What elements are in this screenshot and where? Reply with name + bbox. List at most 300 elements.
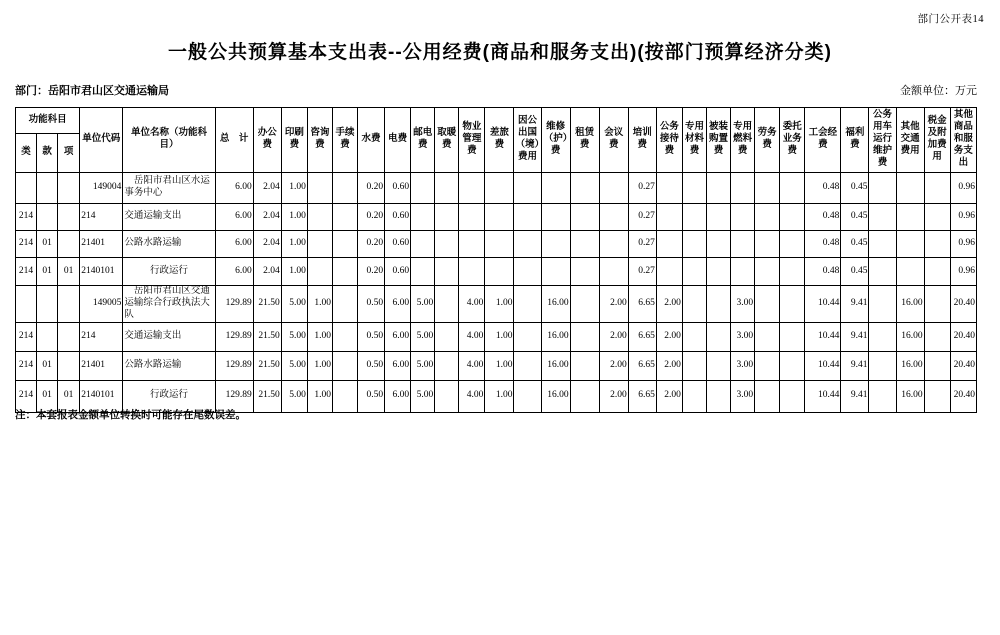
table-row-1 <box>16 204 977 231</box>
cell-value-24 <box>869 322 896 351</box>
cell-value-20 <box>755 173 780 204</box>
cell-value-22: 0.48 <box>805 204 841 231</box>
cell-value-19 <box>731 258 755 286</box>
cell-lei: 214 <box>16 380 37 412</box>
cell-value-16: 2.00 <box>656 286 682 323</box>
cell-lei: 214 <box>16 322 37 351</box>
cell-value-1: 21.50 <box>253 286 281 323</box>
cell-value-1: 21.50 <box>253 322 281 351</box>
cell-value-9: 4.00 <box>459 380 485 412</box>
cell-value-5: 0.50 <box>358 322 385 351</box>
cell-value-12 <box>541 258 570 286</box>
cell-value-4 <box>332 258 357 286</box>
cell-value-5: 0.50 <box>358 286 385 323</box>
cell-value-12: 16.00 <box>541 351 570 380</box>
column-header-19: 专用材料费 <box>682 108 706 173</box>
cell-value-16: 2.00 <box>656 351 682 380</box>
cell-value-17 <box>682 286 706 323</box>
column-header-25: 福利费 <box>841 108 869 173</box>
cell-value-22: 0.48 <box>805 258 841 286</box>
cell-value-14: 2.00 <box>599 322 628 351</box>
cell-xiang <box>58 204 80 231</box>
cell-value-23: 9.41 <box>841 380 869 412</box>
cell-value-13 <box>570 286 599 323</box>
cell-value-14 <box>599 173 628 204</box>
cell-value-1: 2.04 <box>253 258 281 286</box>
cell-value-19: 3.00 <box>731 286 755 323</box>
cell-value-7: 5.00 <box>411 322 435 351</box>
cell-kuan: 01 <box>37 380 58 412</box>
cell-value-3 <box>307 231 332 258</box>
amount-unit-label: 金额单位：万元 <box>900 85 977 97</box>
cell-value-2: 1.00 <box>281 231 307 258</box>
cell-value-17 <box>682 322 706 351</box>
cell-value-12: 16.00 <box>541 380 570 412</box>
column-header-22: 劳务费 <box>755 108 780 173</box>
cell-value-0: 129.89 <box>215 380 253 412</box>
meta-row <box>15 82 977 98</box>
cell-value-26 <box>924 322 950 351</box>
table-row-5 <box>16 322 977 351</box>
cell-kuan: 01 <box>37 258 58 286</box>
cell-lei: 214 <box>16 204 37 231</box>
cell-value-22: 0.48 <box>805 231 841 258</box>
column-header-3: 办公费 <box>253 108 281 173</box>
cell-value-8 <box>435 322 459 351</box>
cell-value-27: 0.96 <box>950 173 976 204</box>
cell-value-6: 6.00 <box>385 380 411 412</box>
cell-kuan <box>37 173 58 204</box>
cell-value-15: 0.27 <box>628 231 656 258</box>
column-header-14: 维修（护）费 <box>541 108 570 173</box>
cell-value-3: 1.00 <box>307 351 332 380</box>
cell-unit-code: 2140101 <box>80 258 123 286</box>
cell-value-11 <box>514 351 541 380</box>
column-header-17: 培训费 <box>628 108 656 173</box>
cell-value-17 <box>682 258 706 286</box>
cell-value-8 <box>435 204 459 231</box>
cell-value-13 <box>570 231 599 258</box>
cell-value-6: 0.60 <box>385 258 411 286</box>
column-header-27: 其他交通费用 <box>896 108 924 173</box>
cell-value-15: 6.65 <box>628 286 656 323</box>
cell-value-2: 5.00 <box>281 286 307 323</box>
cell-value-13 <box>570 204 599 231</box>
cell-unit-name: 行政运行 <box>123 258 215 286</box>
cell-value-4 <box>332 351 357 380</box>
column-header-1: 单位名称（功能科目） <box>123 108 215 173</box>
cell-value-17 <box>682 351 706 380</box>
cell-xiang <box>58 351 80 380</box>
budget-table <box>15 107 977 413</box>
cell-value-12: 16.00 <box>541 322 570 351</box>
cell-value-22: 0.48 <box>805 173 841 204</box>
column-header-6: 手续费 <box>332 108 357 173</box>
cell-value-10 <box>485 204 514 231</box>
cell-value-16 <box>656 258 682 286</box>
cell-value-3 <box>307 258 332 286</box>
cell-xiang: 01 <box>58 258 80 286</box>
cell-unit-code: 149005 <box>80 286 123 323</box>
cell-value-8 <box>435 258 459 286</box>
cell-lei: 214 <box>16 258 37 286</box>
column-header-15: 租赁费 <box>570 108 599 173</box>
cell-value-13 <box>570 380 599 412</box>
cell-value-24 <box>869 204 896 231</box>
column-header-21: 专用燃料费 <box>731 108 755 173</box>
cell-value-10 <box>485 231 514 258</box>
cell-value-2: 5.00 <box>281 322 307 351</box>
cell-value-9 <box>459 258 485 286</box>
cell-value-11 <box>514 286 541 323</box>
cell-value-9 <box>459 173 485 204</box>
cell-value-11 <box>514 231 541 258</box>
cell-kuan: 01 <box>37 351 58 380</box>
cell-value-15: 6.65 <box>628 351 656 380</box>
cell-value-4 <box>332 173 357 204</box>
cell-value-19 <box>731 173 755 204</box>
cell-xiang <box>58 286 80 323</box>
column-header-26: 公务用车运行维护费 <box>869 108 896 173</box>
cell-value-26 <box>924 286 950 323</box>
cell-value-16: 2.00 <box>656 322 682 351</box>
cell-value-14 <box>599 204 628 231</box>
column-header-24: 工会经费 <box>805 108 841 173</box>
column-header-16: 会议费 <box>599 108 628 173</box>
cell-value-5: 0.50 <box>358 380 385 412</box>
cell-value-20 <box>755 258 780 286</box>
cell-value-18 <box>706 380 730 412</box>
cell-value-4 <box>332 380 357 412</box>
cell-value-9: 4.00 <box>459 351 485 380</box>
cell-value-21 <box>780 204 805 231</box>
cell-value-18 <box>706 231 730 258</box>
cell-value-20 <box>755 204 780 231</box>
cell-value-13 <box>570 173 599 204</box>
cell-value-2: 1.00 <box>281 173 307 204</box>
cell-value-18 <box>706 286 730 323</box>
sub-header-2: 项 <box>58 134 80 173</box>
cell-value-18 <box>706 351 730 380</box>
cell-value-7: 5.00 <box>411 351 435 380</box>
cell-value-7 <box>411 173 435 204</box>
cell-value-21 <box>780 351 805 380</box>
cell-value-2: 5.00 <box>281 351 307 380</box>
cell-value-23: 0.45 <box>841 231 869 258</box>
column-header-5: 咨询费 <box>307 108 332 173</box>
cell-value-23: 9.41 <box>841 322 869 351</box>
cell-unit-name: 公路水路运输 <box>123 231 215 258</box>
cell-value-20 <box>755 322 780 351</box>
cell-value-6: 6.00 <box>385 351 411 380</box>
cell-value-25: 16.00 <box>896 322 924 351</box>
cell-value-2: 5.00 <box>281 380 307 412</box>
cell-value-14 <box>599 258 628 286</box>
cell-value-21 <box>780 231 805 258</box>
cell-value-15: 0.27 <box>628 173 656 204</box>
cell-value-4 <box>332 322 357 351</box>
cell-value-18 <box>706 322 730 351</box>
cell-value-22: 10.44 <box>805 380 841 412</box>
column-header-8: 电费 <box>385 108 411 173</box>
cell-value-20 <box>755 351 780 380</box>
cell-value-8 <box>435 286 459 323</box>
cell-lei: 214 <box>16 351 37 380</box>
cell-value-16: 2.00 <box>656 380 682 412</box>
cell-value-12 <box>541 173 570 204</box>
sub-header-0: 类 <box>16 134 37 173</box>
cell-unit-name: 公路水路运输 <box>123 351 215 380</box>
cell-value-3: 1.00 <box>307 322 332 351</box>
cell-value-0: 6.00 <box>215 204 253 231</box>
table-row-3 <box>16 258 977 286</box>
cell-value-22: 10.44 <box>805 286 841 323</box>
cell-value-3 <box>307 173 332 204</box>
cell-value-8 <box>435 380 459 412</box>
cell-value-10: 1.00 <box>485 322 514 351</box>
cell-unit-code: 149004 <box>80 173 123 204</box>
cell-value-11 <box>514 380 541 412</box>
cell-value-21 <box>780 380 805 412</box>
cell-value-22: 10.44 <box>805 322 841 351</box>
cell-xiang <box>58 173 80 204</box>
table-row-4 <box>16 286 977 323</box>
cell-value-7: 5.00 <box>411 380 435 412</box>
cell-value-14: 2.00 <box>599 380 628 412</box>
column-header-9: 邮电费 <box>411 108 435 173</box>
table-row-2 <box>16 231 977 258</box>
func-category-group-header: 功能科目 <box>16 108 80 134</box>
cell-value-23: 0.45 <box>841 204 869 231</box>
column-header-13: 因公出国（境）费用 <box>514 108 541 173</box>
report-title: 一般公共预算基本支出表--公用经费(商品和服务支出)(按部门预算经济分类) <box>168 42 832 63</box>
cell-value-12: 16.00 <box>541 286 570 323</box>
cell-lei: 214 <box>16 231 37 258</box>
cell-unit-name: 岳阳市君山区水运事务中心 <box>123 173 215 204</box>
cell-value-3 <box>307 204 332 231</box>
cell-value-13 <box>570 351 599 380</box>
column-header-2: 总 计 <box>215 108 253 173</box>
cell-value-25: 16.00 <box>896 351 924 380</box>
cell-value-26 <box>924 351 950 380</box>
cell-value-4 <box>332 204 357 231</box>
cell-value-16 <box>656 173 682 204</box>
cell-value-15: 6.65 <box>628 380 656 412</box>
cell-value-19: 3.00 <box>731 380 755 412</box>
column-header-18: 公务接待费 <box>656 108 682 173</box>
cell-value-17 <box>682 231 706 258</box>
cell-value-10 <box>485 173 514 204</box>
cell-value-27: 0.96 <box>950 258 976 286</box>
cell-kuan <box>37 204 58 231</box>
cell-value-20 <box>755 286 780 323</box>
cell-value-0: 129.89 <box>215 322 253 351</box>
cell-value-19 <box>731 204 755 231</box>
cell-value-6: 6.00 <box>385 322 411 351</box>
cell-value-18 <box>706 173 730 204</box>
cell-value-14 <box>599 231 628 258</box>
cell-xiang: 01 <box>58 380 80 412</box>
footnote: 注：本套报表金额单位转换时可能存在尾数误差。 <box>15 410 246 421</box>
cell-unit-name: 行政运行 <box>123 380 215 412</box>
cell-value-24 <box>869 258 896 286</box>
cell-value-7 <box>411 231 435 258</box>
cell-value-21 <box>780 286 805 323</box>
cell-value-6: 0.60 <box>385 173 411 204</box>
cell-value-5: 0.50 <box>358 351 385 380</box>
cell-value-1: 2.04 <box>253 173 281 204</box>
cell-value-12 <box>541 231 570 258</box>
cell-value-14: 2.00 <box>599 351 628 380</box>
cell-value-24 <box>869 231 896 258</box>
column-header-7: 水费 <box>358 108 385 173</box>
cell-value-17 <box>682 173 706 204</box>
cell-value-0: 6.00 <box>215 173 253 204</box>
cell-value-17 <box>682 204 706 231</box>
cell-value-9: 4.00 <box>459 322 485 351</box>
cell-value-14: 2.00 <box>599 286 628 323</box>
cell-value-26 <box>924 173 950 204</box>
cell-value-0: 129.89 <box>215 351 253 380</box>
cell-value-0: 129.89 <box>215 286 253 323</box>
cell-value-20 <box>755 380 780 412</box>
cell-value-9: 4.00 <box>459 286 485 323</box>
cell-value-0: 6.00 <box>215 231 253 258</box>
cell-kuan <box>37 286 58 323</box>
cell-value-27: 20.40 <box>950 322 976 351</box>
cell-value-10: 1.00 <box>485 380 514 412</box>
cell-value-19 <box>731 231 755 258</box>
cell-value-26 <box>924 231 950 258</box>
cell-value-11 <box>514 204 541 231</box>
column-header-10: 取暖费 <box>435 108 459 173</box>
cell-value-7: 5.00 <box>411 286 435 323</box>
cell-value-0: 6.00 <box>215 258 253 286</box>
cell-value-26 <box>924 258 950 286</box>
cell-unit-name: 交通运输支出 <box>123 204 215 231</box>
cell-value-26 <box>924 204 950 231</box>
cell-value-23: 0.45 <box>841 173 869 204</box>
cell-value-9 <box>459 204 485 231</box>
cell-value-13 <box>570 322 599 351</box>
column-header-4: 印刷费 <box>281 108 307 173</box>
cell-value-24 <box>869 351 896 380</box>
cell-value-15: 0.27 <box>628 258 656 286</box>
cell-value-27: 0.96 <box>950 231 976 258</box>
cell-value-19: 3.00 <box>731 322 755 351</box>
cell-value-7 <box>411 258 435 286</box>
cell-kuan: 01 <box>37 231 58 258</box>
cell-value-24 <box>869 286 896 323</box>
cell-lei <box>16 286 37 323</box>
cell-value-25: 16.00 <box>896 286 924 323</box>
column-header-29: 其他商品和服务支出 <box>950 108 976 173</box>
column-header-23: 委托业务费 <box>780 108 805 173</box>
column-header-28: 税金及附加费用 <box>924 108 950 173</box>
cell-value-10 <box>485 258 514 286</box>
cell-unit-name: 交通运输支出 <box>123 322 215 351</box>
cell-value-1: 2.04 <box>253 204 281 231</box>
cell-value-8 <box>435 351 459 380</box>
cell-unit-code: 2140101 <box>80 380 123 412</box>
cell-xiang <box>58 322 80 351</box>
cell-value-7 <box>411 204 435 231</box>
cell-value-27: 0.96 <box>950 204 976 231</box>
cell-xiang <box>58 231 80 258</box>
cell-value-16 <box>656 231 682 258</box>
cell-value-21 <box>780 173 805 204</box>
cell-value-26 <box>924 380 950 412</box>
cell-value-10: 1.00 <box>485 286 514 323</box>
column-header-0: 单位代码 <box>80 108 123 173</box>
cell-value-24 <box>869 380 896 412</box>
cell-value-5: 0.20 <box>358 258 385 286</box>
cell-value-10: 1.00 <box>485 351 514 380</box>
column-header-11: 物业管理费 <box>459 108 485 173</box>
table-row-0 <box>16 173 977 204</box>
cell-value-9 <box>459 231 485 258</box>
cell-value-4 <box>332 286 357 323</box>
cell-value-1: 21.50 <box>253 351 281 380</box>
cell-value-25 <box>896 173 924 204</box>
cell-value-12 <box>541 204 570 231</box>
department-label: 部门：岳阳市君山区交通运输局 <box>15 85 169 97</box>
cell-lei <box>16 173 37 204</box>
cell-value-2: 1.00 <box>281 204 307 231</box>
cell-value-19: 3.00 <box>731 351 755 380</box>
cell-unit-code: 21401 <box>80 351 123 380</box>
cell-value-2: 1.00 <box>281 258 307 286</box>
cell-value-25 <box>896 231 924 258</box>
cell-value-6: 0.60 <box>385 231 411 258</box>
cell-value-8 <box>435 173 459 204</box>
cell-value-22: 10.44 <box>805 351 841 380</box>
cell-value-21 <box>780 322 805 351</box>
cell-kuan <box>37 322 58 351</box>
cell-value-25 <box>896 258 924 286</box>
cell-value-25: 16.00 <box>896 380 924 412</box>
cell-value-23: 9.41 <box>841 286 869 323</box>
cell-unit-code: 214 <box>80 204 123 231</box>
cell-value-6: 6.00 <box>385 286 411 323</box>
cell-value-5: 0.20 <box>358 231 385 258</box>
cell-value-8 <box>435 231 459 258</box>
cell-value-18 <box>706 204 730 231</box>
cell-value-5: 0.20 <box>358 204 385 231</box>
cell-value-21 <box>780 258 805 286</box>
cell-value-16 <box>656 204 682 231</box>
cell-value-24 <box>869 173 896 204</box>
cell-unit-code: 21401 <box>80 231 123 258</box>
cell-value-15: 6.65 <box>628 322 656 351</box>
cell-unit-name: 岳阳市君山区交通运输综合行政执法大队 <box>123 286 215 323</box>
cell-value-27: 20.40 <box>950 286 976 323</box>
column-header-12: 差旅费 <box>485 108 514 173</box>
sub-header-1: 款 <box>37 134 58 173</box>
cell-value-18 <box>706 258 730 286</box>
cell-value-20 <box>755 231 780 258</box>
cell-value-17 <box>682 380 706 412</box>
cell-value-1: 21.50 <box>253 380 281 412</box>
cell-unit-code: 214 <box>80 322 123 351</box>
cell-value-15: 0.27 <box>628 204 656 231</box>
cell-value-27: 20.40 <box>950 351 976 380</box>
cell-value-1: 2.04 <box>253 231 281 258</box>
cell-value-5: 0.20 <box>358 173 385 204</box>
cell-value-11 <box>514 258 541 286</box>
cell-value-23: 9.41 <box>841 351 869 380</box>
cell-value-13 <box>570 258 599 286</box>
